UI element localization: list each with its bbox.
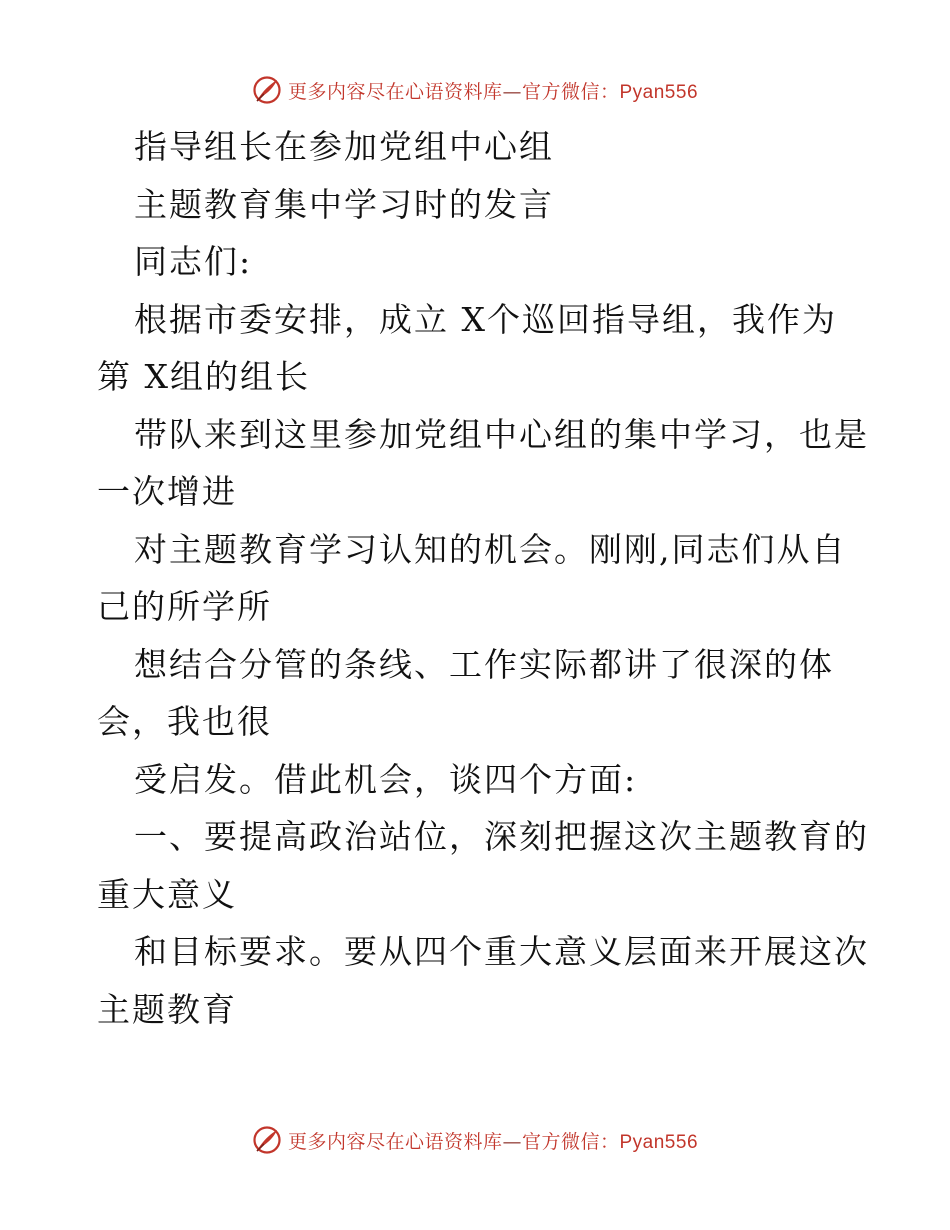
watermark-handle: Pyan556 bbox=[619, 1131, 699, 1153]
body-line: 一、要提高政治站位，深刻把握这次主题教育的 bbox=[134, 817, 869, 856]
document-body bbox=[97, 118, 869, 1038]
body-line: 想结合分管的条线、工作实际都讲了很深的体 bbox=[134, 644, 834, 684]
watermark-main: 更多内容尽在心语资料库 bbox=[287, 80, 503, 103]
watermark-dash: — bbox=[502, 80, 522, 103]
body-line: 根据市委安排，成立 X个巡回指导组，我作为 bbox=[134, 299, 837, 339]
watermark-label: 官方微信： bbox=[521, 80, 620, 103]
quill-logo-icon bbox=[252, 1125, 282, 1155]
quill-logo-icon bbox=[252, 75, 282, 105]
body-line: 会，我也很 bbox=[97, 702, 272, 741]
body-line: 主题教育集中学习时的发言 bbox=[134, 184, 554, 224]
body-line: 第 X组的组长 bbox=[97, 357, 310, 396]
header-watermark bbox=[0, 70, 950, 110]
body-line: 对主题教育学习认知的机会。刚刚,同志们从自 bbox=[134, 529, 847, 569]
body-line: 己的所学所 bbox=[97, 587, 272, 626]
footer-watermark bbox=[0, 1120, 950, 1160]
watermark-dash: — bbox=[502, 1130, 522, 1153]
body-line: 主题教育 bbox=[97, 989, 237, 1029]
body-line: 受启发。借此机会，谈四个方面: bbox=[134, 759, 638, 799]
body-line: 和目标要求。要从四个重大意义层面来开展这次 bbox=[134, 932, 869, 971]
body-line: 一次增进 bbox=[97, 472, 237, 511]
watermark-label: 官方微信： bbox=[521, 1130, 620, 1153]
watermark-text bbox=[288, 77, 698, 104]
watermark-main: 更多内容尽在心语资料库 bbox=[287, 1130, 503, 1153]
body-line: 同志们: bbox=[134, 242, 253, 281]
watermark-handle: Pyan556 bbox=[619, 81, 699, 103]
body-line: 带队来到这里参加党组中心组的集中学习，也是 bbox=[134, 414, 869, 454]
body-line: 重大意义 bbox=[97, 874, 237, 914]
watermark-text bbox=[288, 1127, 698, 1154]
body-line: 指导组长在参加党组中心组 bbox=[134, 127, 554, 166]
